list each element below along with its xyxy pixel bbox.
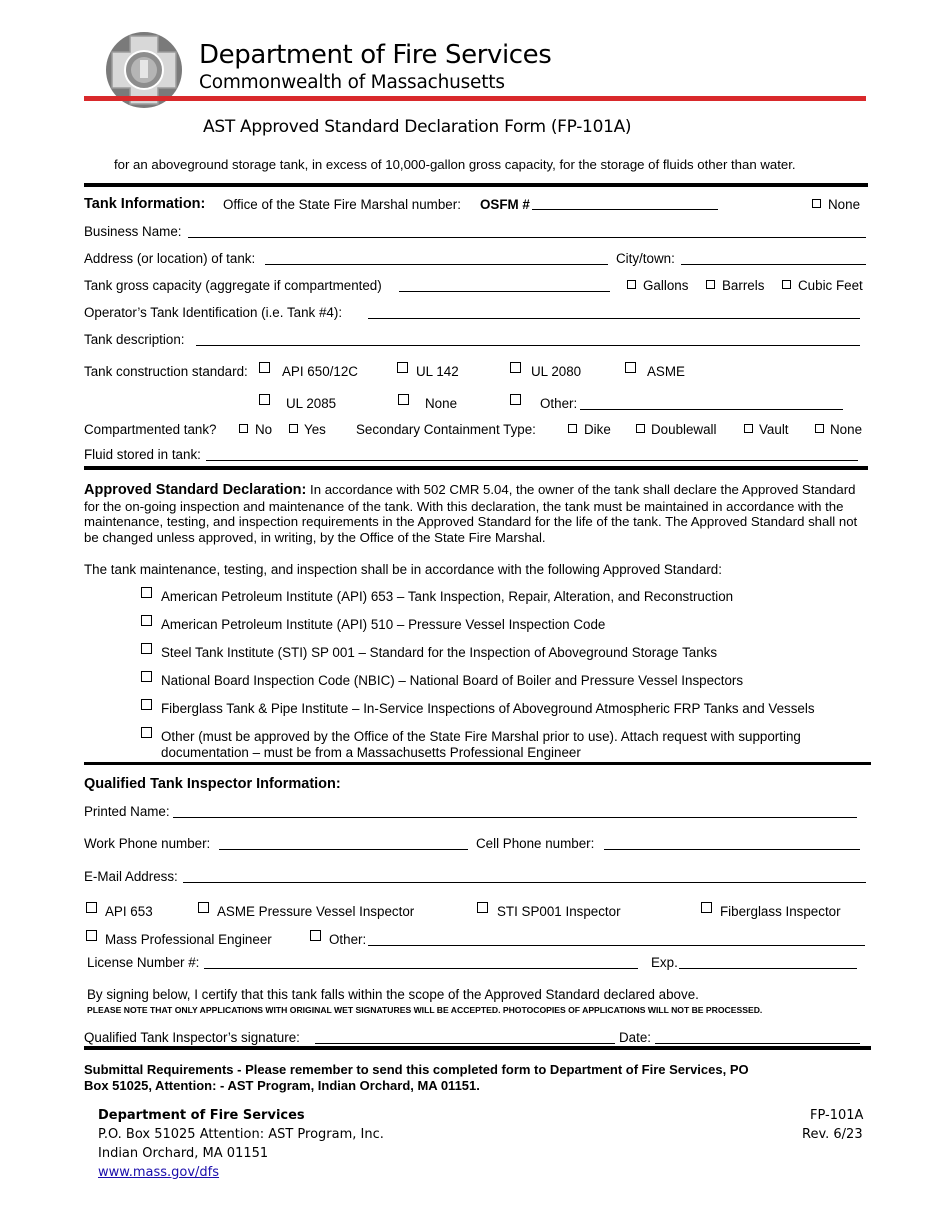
inspector-api653-label: API 653 [105, 904, 153, 919]
signature-field[interactable] [315, 1043, 615, 1044]
standard-nbic-checkbox[interactable] [141, 671, 152, 682]
work-phone-label: Work Phone number: [84, 836, 211, 851]
barrels-label: Barrels [722, 278, 765, 293]
standard-api653-checkbox[interactable] [141, 587, 152, 598]
inspector-mass-pe-checkbox[interactable] [86, 930, 97, 941]
standard-api510-label: American Petroleum Institute (API) 510 – Pressure Vessel Inspection Code [161, 617, 606, 632]
declaration-text: In accordance with 502 CMR 5.04, the owner of the tank shall declare the Approved Standard for the on-going inspection and maintenance of the tank. With this declaration, the tank must be maintained in accordance with the maintenance, testing, and inspection requirements in the Approved Standard for the life of the tank. The Approved Standard shall not be changed unless approved, in writing, by the Office of the State Fire Marshal. [84, 482, 858, 545]
asme-checkbox[interactable] [625, 362, 636, 373]
standard-other-line2: documentation – must be from a Massachusetts Professional Engineer [161, 745, 581, 760]
osfm-number-field[interactable] [532, 209, 718, 210]
date-field[interactable] [655, 1043, 860, 1044]
ul2085-label: UL 2085 [286, 396, 337, 411]
doublewall-checkbox[interactable] [636, 424, 645, 433]
ul2080-label: UL 2080 [531, 364, 582, 379]
inspector-heading: Qualified Tank Inspector Information: [84, 776, 341, 792]
date-label: Date: [619, 1030, 652, 1045]
standard-sti-label: Steel Tank Institute (STI) SP 001 – Standard for the Inspection of Aboveground Storage Tanks [161, 645, 718, 660]
construction-other-label: Other: [540, 396, 578, 411]
footer-address2: Indian Orchard, MA 01151 [98, 1146, 269, 1161]
construction-none-label: None [425, 396, 458, 411]
cubic-feet-label: Cubic Feet [798, 278, 863, 293]
standard-api653-label: American Petroleum Institute (API) 653 – Tank Inspection, Repair, Alteration, and Reconstruction [161, 589, 734, 604]
construction-none-checkbox[interactable] [398, 394, 409, 405]
standard-sti-checkbox[interactable] [141, 643, 152, 654]
form-subtitle: for an aboveground storage tank, in excess of 10,000-gallon gross capacity, for the storage of fluids other than water. [114, 157, 796, 172]
form-title: AST Approved Standard Declaration Form (FP-101A) [203, 117, 632, 137]
vault-label: Vault [759, 422, 789, 437]
inspector-mass-pe-label: Mass Professional Engineer [105, 932, 272, 947]
business-name-field[interactable] [188, 237, 866, 238]
compartmented-no-label: No [255, 422, 273, 437]
standard-other-line1: Other (must be approved by the Office of the State Fire Marshal prior to use). Attach request with supporting [161, 729, 801, 744]
email-label: E-Mail Address: [84, 869, 178, 884]
containment-none-label: None [830, 422, 863, 437]
standard-api510-checkbox[interactable] [141, 615, 152, 626]
declaration-paragraph [84, 482, 868, 545]
footer-form-number: FP-101A [810, 1108, 864, 1123]
vault-checkbox[interactable] [744, 424, 753, 433]
wet-signature-note: PLEASE NOTE THAT ONLY APPLICATIONS WITH ORIGINAL WET SIGNATURES WILL BE ACCEPTED. PHOTOCOPIES OF APPLICATIONS WILL NOT BE PROCESSED. [87, 1005, 763, 1015]
capacity-field[interactable] [399, 291, 610, 292]
compartmented-yes-checkbox[interactable] [289, 424, 298, 433]
header-dept-name: Department of Fire Services [199, 40, 552, 70]
declaration-heading: Approved Standard Declaration: [84, 482, 307, 498]
standard-other-checkbox[interactable] [141, 727, 152, 738]
tank-info-heading: Tank Information: [84, 196, 206, 212]
secondary-containment-label: Secondary Containment Type: [356, 422, 536, 437]
cubic-feet-checkbox[interactable] [782, 280, 791, 289]
business-name-label: Business Name: [84, 224, 182, 239]
standard-fiberglass-checkbox[interactable] [141, 699, 152, 710]
operator-id-field[interactable] [368, 318, 860, 319]
declaration-intro: The tank maintenance, testing, and inspection shall be in accordance with the following Approved Standard: [84, 562, 722, 577]
construction-label: Tank construction standard: [84, 364, 248, 379]
dike-checkbox[interactable] [568, 424, 577, 433]
capacity-label: Tank gross capacity (aggregate if compartmented) [84, 278, 382, 293]
containment-none-checkbox[interactable] [815, 424, 824, 433]
doublewall-label: Doublewall [651, 422, 717, 437]
inspector-asme-checkbox[interactable] [198, 902, 209, 913]
api650-checkbox[interactable] [259, 362, 270, 373]
address-label: Address (or location) of tank: [84, 251, 256, 266]
osfm-label: Office of the State Fire Marshal number: [223, 197, 461, 212]
ul2080-checkbox[interactable] [510, 362, 521, 373]
osfm-hash: OSFM # [480, 197, 530, 212]
footer-revision: Rev. 6/23 [802, 1127, 863, 1142]
header-red-rule [84, 96, 866, 101]
gallons-label: Gallons [643, 278, 689, 293]
footer-address1: P.O. Box 51025 Attention: AST Program, Inc. [98, 1127, 384, 1142]
exp-field[interactable] [679, 968, 857, 969]
inspector-fiberglass-label: Fiberglass Inspector [720, 904, 841, 919]
osfm-none-checkbox[interactable] [812, 199, 821, 208]
license-field[interactable] [204, 968, 638, 969]
work-phone-field[interactable] [219, 849, 468, 850]
inspector-fiberglass-checkbox[interactable] [701, 902, 712, 913]
ul2085-checkbox[interactable] [259, 394, 270, 405]
description-field[interactable] [196, 345, 860, 346]
standard-nbic-label: National Board Inspection Code (NBIC) – National Board of Boiler and Pressure Vessel Inspectors [161, 673, 744, 688]
ul142-checkbox[interactable] [397, 362, 408, 373]
submittal-line1: Submittal Requirements - Please remember to send this completed form to Department of Fire Services, PO [84, 1062, 749, 1077]
gallons-checkbox[interactable] [627, 280, 636, 289]
compartmented-yes-label: Yes [304, 422, 326, 437]
inspector-other-label: Other: [329, 932, 367, 947]
compartmented-label: Compartmented tank? [84, 422, 217, 437]
standard-fiberglass-label: Fiberglass Tank & Pipe Institute – In-Service Inspections of Aboveground Atmospheric FRP Tanks and Vessels [161, 701, 815, 716]
email-field[interactable] [183, 882, 866, 883]
printed-name-field[interactable] [173, 817, 857, 818]
inspector-sti-checkbox[interactable] [477, 902, 488, 913]
fluid-label: Fluid stored in tank: [84, 447, 201, 462]
ul142-label: UL 142 [416, 364, 459, 379]
construction-other-field[interactable] [580, 409, 843, 410]
address-field[interactable] [265, 264, 608, 265]
section-rule-2 [84, 466, 868, 470]
cell-phone-field[interactable] [604, 849, 860, 850]
inspector-sti-label: STI SP001 Inspector [497, 904, 621, 919]
construction-other-checkbox[interactable] [510, 394, 521, 405]
barrels-checkbox[interactable] [706, 280, 715, 289]
asme-label: ASME [647, 364, 685, 379]
certify-statement: By signing below, I certify that this tank falls within the scope of the Approved Standard declared above. [87, 987, 699, 1002]
osfm-none-label: None [828, 197, 861, 212]
city-label: City/town: [616, 251, 675, 266]
footer-website-link[interactable]: www.mass.gov/dfs [98, 1165, 220, 1180]
inspector-other-field[interactable] [368, 945, 865, 946]
compartmented-no-checkbox[interactable] [239, 424, 248, 433]
description-label: Tank description: [84, 332, 185, 347]
printed-name-label: Printed Name: [84, 804, 170, 819]
section-rule-4 [84, 1046, 871, 1050]
section-rule-3 [84, 762, 871, 765]
header-commonwealth: Commonwealth of Massachusetts [199, 72, 505, 93]
cell-phone-label: Cell Phone number: [476, 836, 595, 851]
operator-id-label: Operator’s Tank Identification (i.e. Tank #4): [84, 305, 343, 320]
submittal-line2: Box 51025, Attention: - AST Program, Indian Orchard, MA 01151. [84, 1078, 480, 1093]
fluid-field[interactable] [206, 460, 858, 461]
exp-label: Exp. [651, 955, 678, 970]
city-field[interactable] [681, 264, 866, 265]
license-label: License Number #: [87, 955, 200, 970]
footer-dept: Department of Fire Services [98, 1108, 305, 1123]
api650-label: API 650/12C [282, 364, 358, 379]
inspector-asme-label: ASME Pressure Vessel Inspector [217, 904, 415, 919]
signature-label: Qualified Tank Inspector’s signature: [84, 1030, 300, 1045]
inspector-api653-checkbox[interactable] [86, 902, 97, 913]
inspector-other-checkbox[interactable] [310, 930, 321, 941]
section-rule-1 [84, 183, 868, 187]
dike-label: Dike [584, 422, 611, 437]
